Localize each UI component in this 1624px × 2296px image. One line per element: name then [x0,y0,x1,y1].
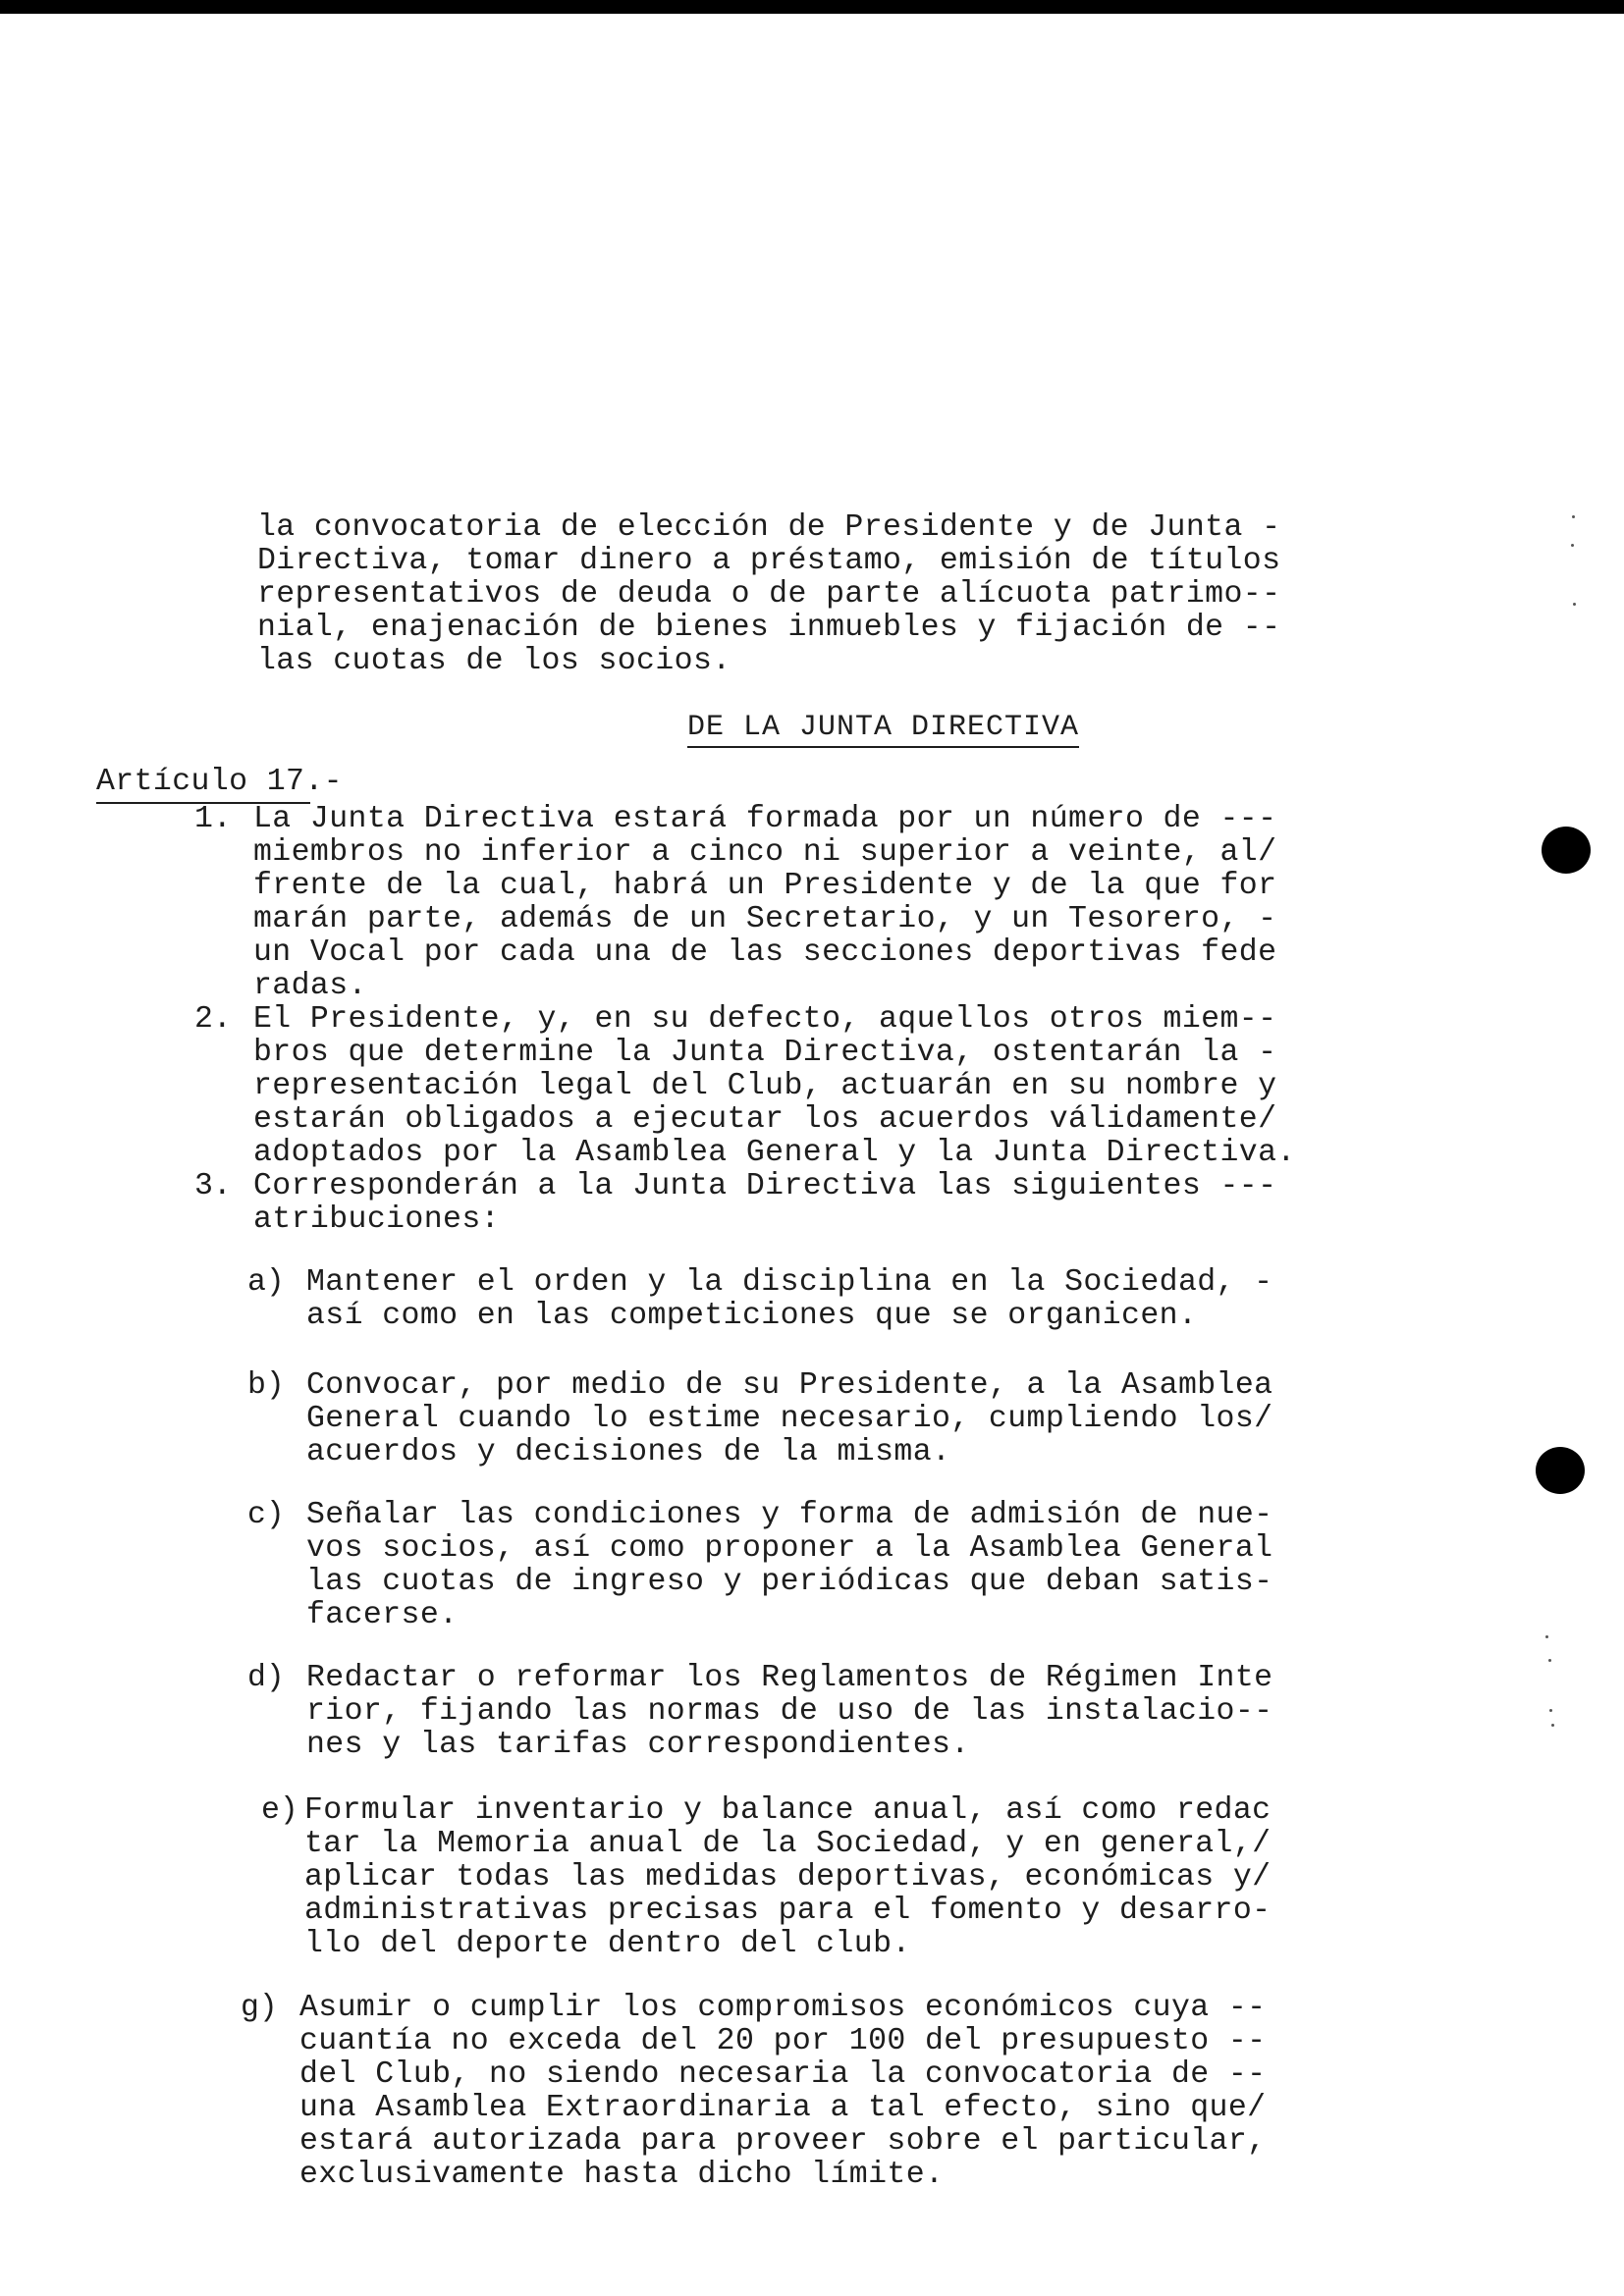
sub-item-line: así como en las competiciones que se organicen. [306,1299,1198,1333]
scan-speck [1572,515,1575,518]
sub-item-letter: a) [247,1265,285,1300]
sub-item-line: estará autorizada para proveer sobre el particular, [299,2124,1267,2159]
sub-item-line: Señalar las condiciones y forma de admisión de nue- [306,1498,1273,1532]
intro-line: las cuotas de los socios. [257,644,731,678]
item-line: representación legal del Club, actuarán en su nombre y [253,1069,1277,1103]
item-number: 1. [194,802,232,836]
sub-item-line: cuantía no exceda del 20 por 100 del presupuesto -- [299,2024,1267,2058]
intro-line: Directiva, tomar dinero a préstamo, emisión de títulos [257,544,1281,578]
item-line: marán parte, además de un Secretario, y un Tesorero, - [253,902,1277,936]
scan-speck [1573,603,1576,606]
item-line: El Presidente, y, en su defecto, aquellos otros miem-- [253,1002,1277,1037]
sub-item-line: administrativas precisas para el fomento y desarro- [304,1894,1272,1928]
sub-item-line: exclusivamente hasta dicho límite. [299,2158,945,2192]
item-line: miembros no inferior a cinco ni superior a veinte, al/ [253,835,1277,870]
item-line: radas. [253,969,367,1003]
sub-item-letter: c) [247,1498,285,1532]
scan-speck [1549,1709,1552,1712]
sub-item-line: facerse. [306,1598,459,1632]
item-number: 3. [194,1169,232,1203]
sub-item-line: una Asamblea Extraordinaria a tal efecto, sino que/ [299,2091,1267,2125]
intro-line: nial, enajenación de bienes inmuebles y fijación de -- [257,611,1281,645]
item-line: atribuciones: [253,1202,500,1237]
item-line: Corresponderán a la Junta Directiva las siguientes --- [253,1169,1277,1203]
article-title: Artículo 17.- [96,765,343,799]
intro-line: representativos de deuda o de parte alícuota patrimo-- [257,577,1281,612]
sub-item-line: Redactar o reformar los Reglamentos de Régimen Inte [306,1661,1273,1695]
sub-item-line: Formular inventario y balance anual, así como redac [304,1793,1272,1828]
scan-speck [1545,1635,1548,1638]
sub-item-line: Convocar, por medio de su Presidente, a la Asamblea [306,1368,1273,1403]
scan-speck [1571,544,1574,547]
sub-item-line: llo del deporte dentro del club. [304,1927,911,1961]
sub-item-line: vos socios, así como proponer a la Asamblea General [306,1531,1273,1566]
item-line: un Vocal por cada una de las secciones deportivas fede [253,935,1277,970]
item-number: 2. [194,1002,232,1037]
sub-item-line: Asumir o cumplir los compromisos económicos cuya -- [299,1991,1267,2025]
section-heading: DE LA JUNTA DIRECTIVA [687,711,1079,748]
sub-item-line: tar la Memoria anual de la Sociedad, y en general,/ [304,1827,1272,1861]
sub-item-line: aplicar todas las medidas deportivas, económicas y/ [304,1860,1272,1895]
item-line: La Junta Directiva estará formada por un número de --- [253,802,1277,836]
sub-item-letter: e) [261,1793,298,1828]
item-line: estarán obligados a ejecutar los acuerdos válidamente/ [253,1102,1277,1137]
scan-speck [1548,1659,1551,1662]
sub-item-line: del Club, no siendo necesaria la convocatoria de -- [299,2057,1267,2092]
intro-line: la convocatoria de elección de Presidente y de Junta - [257,510,1281,545]
scan-speck [1551,1724,1554,1727]
scan-top-border [0,0,1624,14]
sub-item-line: Mantener el orden y la disciplina en la Sociedad, - [306,1265,1273,1300]
punch-hole [1536,1447,1585,1494]
sub-item-line: las cuotas de ingreso y periódicas que deban satis- [306,1565,1273,1599]
sub-item-line: rior, fijando las normas de uso de las instalacio-- [306,1694,1273,1729]
sub-item-letter: d) [247,1661,285,1695]
sub-item-letter: g) [241,1991,278,2025]
item-line: frente de la cual, habrá un Presidente y de la que for [253,869,1277,903]
item-line: adoptados por la Asamblea General y la Junta Directiva. [253,1136,1296,1170]
sub-item-line: nes y las tarifas correspondientes. [306,1728,970,1762]
sub-item-line: General cuando lo estime necesario, cumpliendo los/ [306,1402,1273,1436]
sub-item-line: acuerdos y decisiones de la misma. [306,1435,951,1469]
item-line: bros que determine la Junta Directiva, ostentarán la - [253,1036,1277,1070]
punch-hole [1542,827,1591,874]
sub-item-letter: b) [247,1368,285,1403]
